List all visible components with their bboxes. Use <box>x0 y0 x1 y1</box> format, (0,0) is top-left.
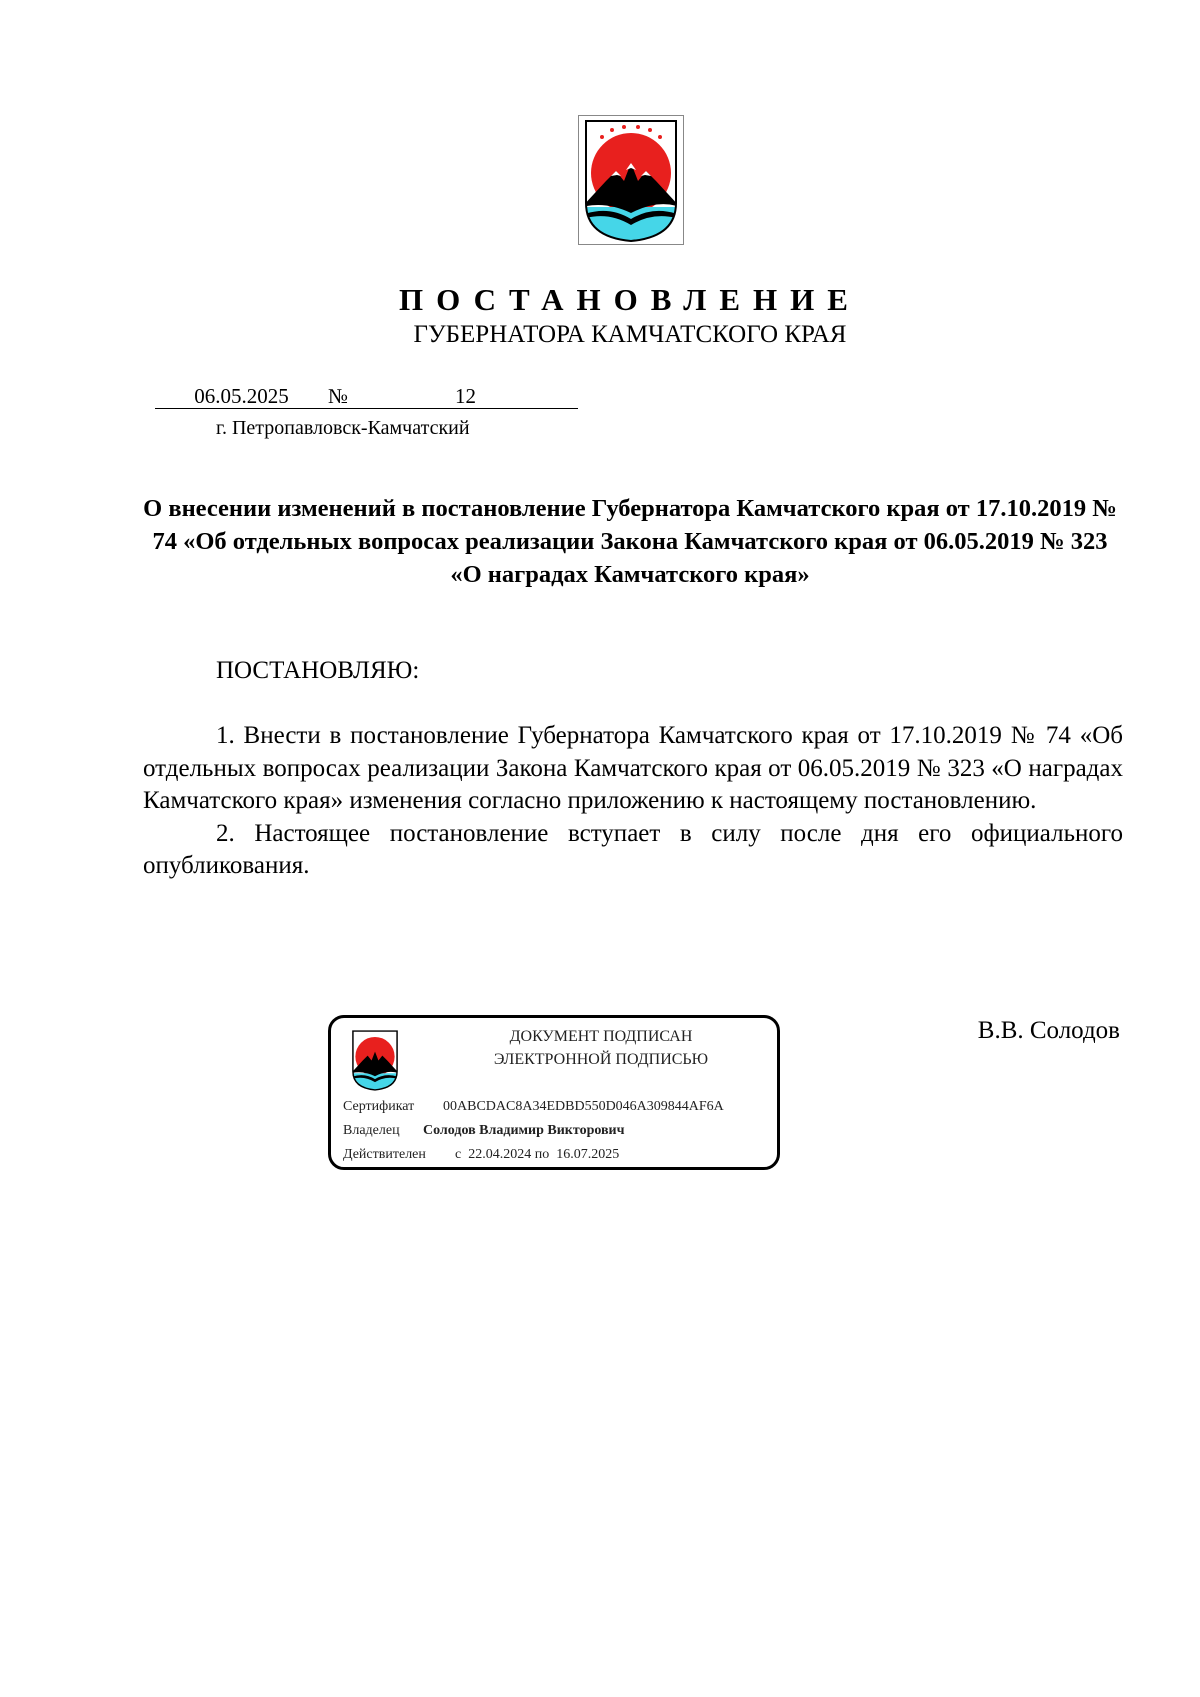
coat-of-arms-icon <box>578 115 684 245</box>
valid-from-prefix: с <box>455 1147 462 1162</box>
paragraph-1: 1. Внести в постановление Губернатора Камчатского края от 17.10.2019 № 74 «Об отдельных вопросах реализации Закона Камчатского края от 06.05.2019 № 323 «О наградах Камчатского края» изменения согласно приложению к настоящему постановлению. <box>143 722 1123 814</box>
issuer-subtitle: ГУБЕРНАТОРА КАМЧАТСКОГО КРАЯ <box>413 321 847 348</box>
document-body <box>143 720 1123 883</box>
electronic-signature-stamp <box>328 1015 780 1170</box>
valid-to: 16.07.2025 <box>556 1147 620 1162</box>
valid-to-prefix: по <box>534 1147 550 1162</box>
document-heading: О внесении изменений в постановление Губернатора Камчатского края от 17.10.2019 № 74 «Об отдельных вопросах реализации Закона Камчатского края от 06.05.2019 № 323 «О наградах Камчатского края» <box>143 495 1117 588</box>
stamp-validity-row <box>343 1146 619 1164</box>
valid-from: 22.04.2024 <box>468 1147 532 1162</box>
decree-word: ПОСТАНОВЛЯЮ: <box>216 657 420 684</box>
paragraph-2: 2. Настоящее постановление вступает в силу после дня его официального опубликования. <box>143 819 1123 879</box>
owner-value: Солодов Владимир Викторович <box>423 1123 625 1138</box>
certificate-label: Сертификат <box>343 1099 415 1114</box>
stamp-certificate-row <box>343 1098 724 1116</box>
valid-label: Действителен <box>343 1147 426 1162</box>
document-number: 12 <box>353 384 578 409</box>
signer-name: В.В. Солодов <box>977 1017 1120 1044</box>
stamp-heading-line2: ЭЛЕКТРОННОЙ ПОДПИСЬЮ <box>493 1051 709 1068</box>
stamp-coat-of-arms-icon <box>349 1028 401 1092</box>
stamp-owner-row <box>343 1122 625 1140</box>
number-sign: № <box>328 384 353 409</box>
date-number-line <box>155 384 578 409</box>
document-date: 06.05.2025 <box>155 384 328 409</box>
stamp-heading-line1: ДОКУМЕНТ ПОДПИСАН <box>509 1028 693 1045</box>
city-label: г. Петропавловск-Камчатский <box>216 417 470 439</box>
certificate-value: 00ABCDAC8A34EDBD550D046A309844AF6A <box>443 1099 724 1114</box>
owner-label: Владелец <box>343 1123 400 1138</box>
document-type-title: ПОСТАНОВЛЕНИЕ <box>399 282 861 317</box>
